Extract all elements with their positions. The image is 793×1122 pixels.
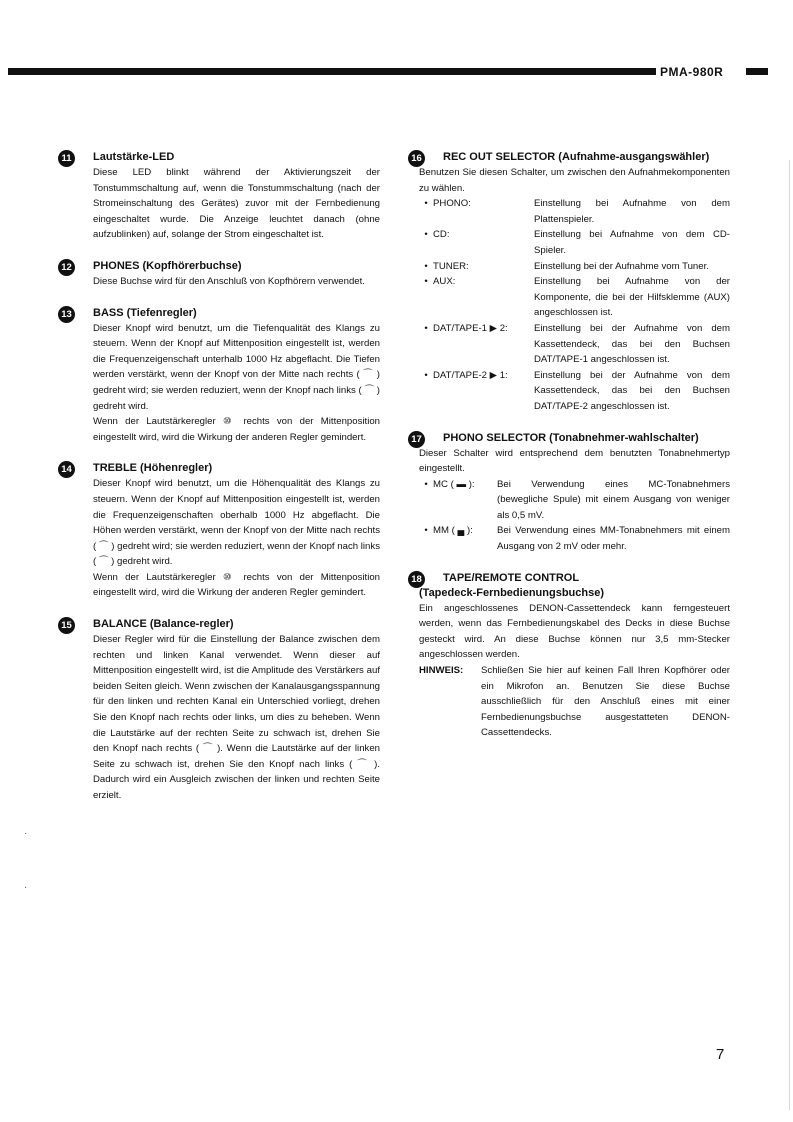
bullet: •: [424, 198, 428, 210]
section-title: PHONO SELECTOR (Tonabnehmer-wahlschalter): [443, 431, 699, 444]
item-desc: Einstellung bei Aufnahme von der Komponente, die bei der Hilfsklemme (AUX) angeschlossen ist.: [534, 276, 730, 319]
section-number: 11: [58, 150, 75, 167]
section-text: Ein angeschlossenes DENON-Cassettendeck kann ferngesteuert werden, wenn das Fernbedienungskabel des Decks in diese Buchse gesteckt wird. An diese Buchse können nur 3,5 mm-Stecker angeschlossen werden.: [419, 602, 730, 661]
section-text: Diese LED blinkt während der Aktivierungszeit der Tonstummschaltung auf, wenn die Tonstummschaltung (nach der Stromeinschaltung des Gerätes) zuvor mit der Fernbedienung eingeschaltet wurde. Die Anzeige leuchtet danach (ohne aufzublinken) auf, solange der Strom eingeschaltet ist.: [93, 167, 380, 241]
section-bass: [58, 306, 380, 446]
section-title: BASS (Tiefenregler): [93, 306, 197, 319]
section-text: Dieser Regler wird für die Einstellung der Balance zwischen dem rechten und linken Kanal verwendet. Wenn dieser auf Mittenposition eingestellt wird, ist die Amplitude des Verstärkers auf beiden Seiten gleich. Wenn zwischen der Kanalausgangsspannung für den linken und rechten Kanal ein Unterschied vorliegt, drehen Sie den Knopf nach rechts oder links, um dies zu beheben. Wenn die Lautstärke auf der rechten Seite zu schwach ist, drehen Sie den Knopf nach rechts ( ⌒ ). Wenn die Lautstärke auf der linken Seite zu schwach ist, drehen Sie den Knopf nach links ( ⌒ ). Dadurch wird ein Ausgleich zwischen der linken und rechten Seite erzielt.: [93, 634, 380, 801]
bullet: •: [424, 276, 428, 288]
item-label: MC ( ▬ ):: [433, 478, 475, 490]
item-label: PHONO:: [433, 198, 471, 210]
note-text: Schließen Sie hier auf keinen Fall Ihren Kopfhörer oder ein Mikrofon an. Benutzen Sie diese Buchse ausschließlich für den Anschluß eines mit einer Fernbedienungsbuchse ausgestatteten DENON-Cassettendecks.: [481, 665, 730, 739]
section-text: Dieser Knopf wird benutzt, um die Höhenqualität des Klangs zu steuern. Wenn der Knopf auf Mittenposition eingestellt ist, werden die Frequenzeigenschaften oberhalb 1000 Hz abgeflacht. Die Höhen werden verstärkt, wenn der Knopf von der Mitte nach rechts ( ⌒ ) gedreht wird; sie werden reduziert, wenn der Knopf nach links ( ⌒ ) gedreht wird.: [93, 478, 380, 568]
item-desc: Einstellung bei Aufnahme von dem CD-Spieler.: [534, 229, 730, 256]
bullet: •: [424, 478, 428, 490]
section-text: Benutzen Sie diesen Schalter, um zwischen den Aufnahmekomponenten zu wählen.: [419, 167, 730, 194]
right-column: [408, 150, 730, 757]
section-title: REC OUT SELECTOR (Aufnahme-ausgangswähler): [443, 151, 710, 163]
bullet: •: [424, 369, 428, 381]
section-tape-remote: [408, 571, 730, 741]
section-led: [58, 150, 380, 243]
section-title: TAPE/REMOTE CONTROL: [443, 571, 580, 584]
item-label: TUNER:: [433, 260, 469, 272]
section-title: TREBLE (Höhenregler): [93, 462, 213, 475]
scan-edge: [789, 160, 790, 1110]
section-title: PHONES (Kopfhörerbuchse): [93, 259, 242, 272]
section-number: 17: [408, 431, 425, 448]
section-rec-out: [408, 150, 730, 415]
section-treble: [58, 461, 380, 601]
scan-mark: ·: [24, 828, 28, 839]
item-desc: Bei Verwendung eines MC-Tonabnehmers (bewegliche Spule) mit einem Ausgang von weniger als 0,5 mV.: [497, 478, 730, 521]
section-phones: [58, 259, 380, 290]
page-number: 7: [716, 1046, 725, 1063]
section-number: 16: [408, 150, 425, 167]
section-text: Wenn der Lautstärkeregler ⑩ rechts von der Mittenposition eingestellt wird, wird die Wirkung der anderen Regler gemindert.: [93, 416, 380, 443]
note: [419, 663, 730, 741]
section-number: 18: [408, 571, 425, 588]
item-desc: Einstellung bei Aufnahme von dem Plattenspieler.: [534, 198, 730, 225]
bullet: •: [424, 229, 428, 241]
list-item: [419, 368, 730, 415]
section-number: 13: [58, 306, 75, 323]
scan-mark: ·: [24, 882, 28, 893]
phono-list: [419, 477, 730, 555]
list-item: [419, 321, 730, 368]
section-subtitle: (Tapedeck-Fernbedienungsbuchse): [419, 586, 604, 599]
section-text: Dieser Schalter wird entsprechend dem benutzten Tonabnehmertyp eingestellt.: [419, 447, 730, 475]
bullet: •: [424, 322, 428, 334]
left-column: [58, 150, 380, 820]
item-desc: Bei Verwendung eines MM-Tonabnehmers mit einem Ausgang von 2 mV oder mehr.: [497, 525, 730, 553]
list-item: [419, 477, 730, 524]
list-item: [419, 227, 730, 258]
bullet: •: [424, 525, 428, 537]
model-name: PMA-980R: [660, 65, 724, 79]
section-balance: [58, 617, 380, 804]
item-label: MM ( ▄ ):: [433, 525, 473, 537]
header-rule-end: [746, 68, 768, 75]
item-desc: Einstellung bei der Aufnahme von dem Kassettendeck, das bei den Buchsen DAT/TAPE-2 angeschlossen ist.: [534, 369, 730, 412]
section-number: 12: [58, 259, 75, 276]
section-text: Diese Buchse wird für den Anschluß von Kopfhörern verwendet.: [93, 275, 365, 287]
list-item: [419, 259, 730, 275]
section-text: Dieser Knopf wird benutzt, um die Tiefenqualität des Klangs zu steuern. Wenn der Knopf auf Mittenposition eingestellt ist, werden die Frequenzeigenschaft unterhalb 1000 Hz abgeflacht. Die Tiefen werden verstärkt, wenn der Knopf von der Mitte nach rechts ( ⌒ ) gedreht wird; sie werden reduziert, wenn der Knopf nach links ( ⌒ ) gedreht wird.: [93, 322, 380, 412]
section-number: 14: [58, 461, 75, 478]
header-rule: [8, 68, 656, 75]
item-desc: Einstellung bei der Aufnahme von dem Kassettendeck, das bei den Buchsen DAT/TAPE-1 angeschlossen ist.: [534, 322, 730, 366]
item-label: CD:: [433, 229, 450, 241]
item-label: AUX:: [433, 276, 456, 288]
bullet: •: [424, 260, 428, 272]
section-title: BALANCE (Balance-regler): [93, 618, 234, 631]
note-label: HINWEIS:: [419, 665, 464, 677]
list-item: [419, 196, 730, 227]
section-title: Lautstärke-LED: [93, 151, 175, 163]
rec-out-list: [419, 196, 730, 414]
list-item: [419, 523, 730, 554]
item-label: DAT/TAPE-1 ▶ 2:: [433, 322, 508, 334]
list-item: [419, 274, 730, 321]
section-text: Wenn der Lautstärkeregler ⑩ rechts von der Mittenposition eingestellt wird, wird die Wirkung der anderen Regler gemindert.: [93, 571, 380, 599]
item-label: DAT/TAPE-2 ▶ 1:: [433, 369, 508, 381]
section-phono-selector: [408, 431, 730, 555]
section-number: 15: [58, 617, 75, 634]
item-desc: Einstellung bei der Aufnahme vom Tuner.: [534, 260, 709, 272]
